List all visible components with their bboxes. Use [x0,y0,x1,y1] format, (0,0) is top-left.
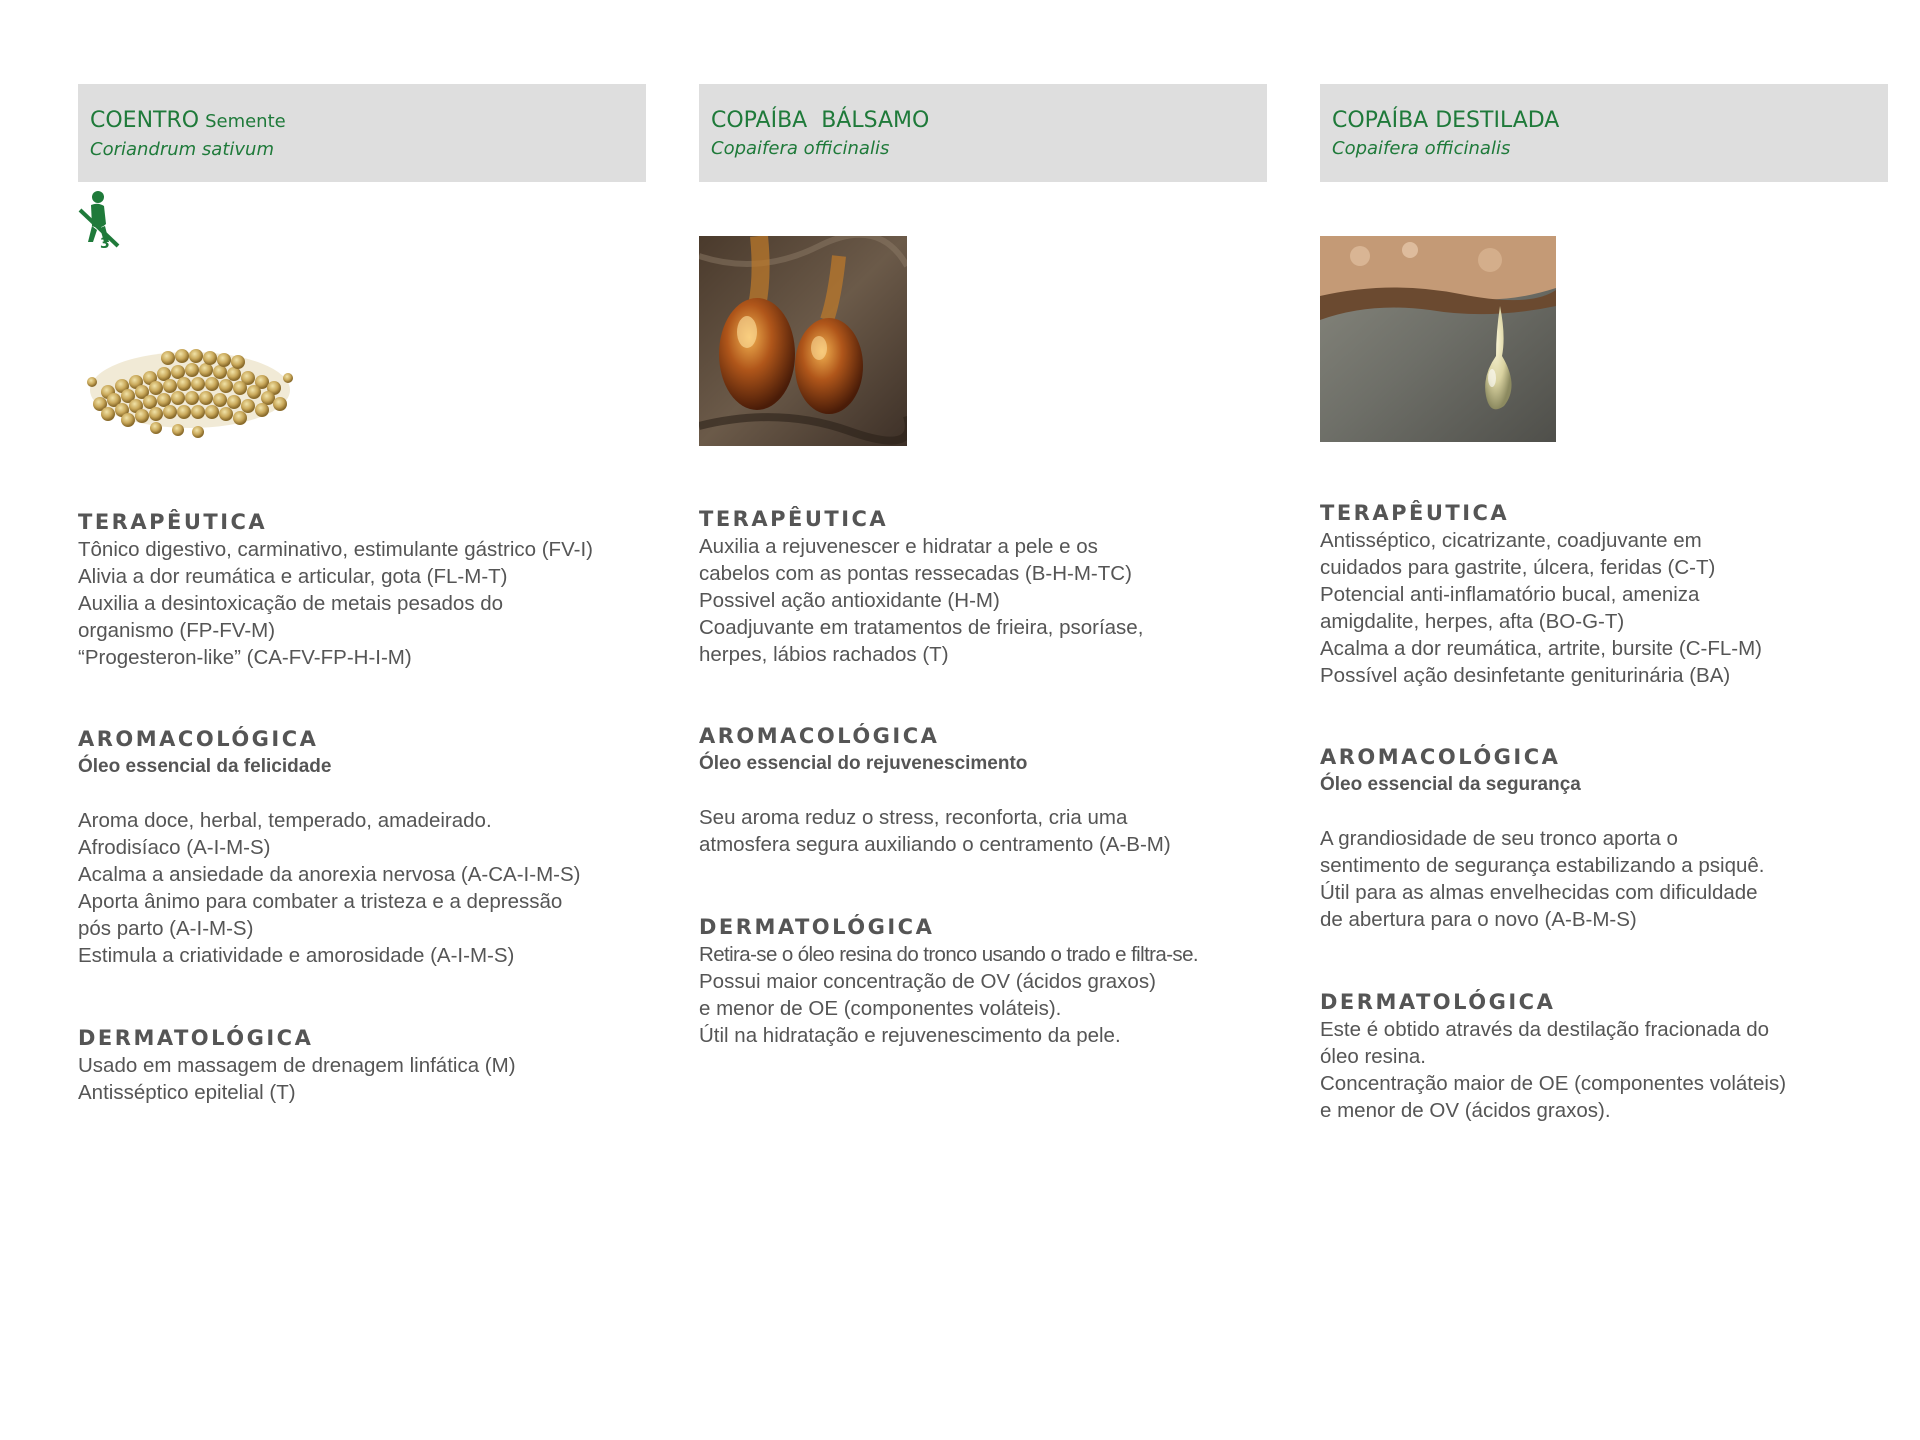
text-line: Usado em massagem de drenagem linfática (M) [78,1054,516,1077]
section-dermatologica [1320,988,1888,1124]
section-title: TERAPÊUTICA [78,510,268,534]
text-line: Alivia a dor reumática e articular, gota (FL-M-T) [78,565,508,588]
text-line: herpes, lábios rachados (T) [699,643,949,666]
text-line: amigdalite, herpes, afta (BO-G-T) [1320,610,1625,633]
text-line: cuidados para gastrite, úlcera, feridas (C-T) [1320,556,1716,579]
text-line: atmosfera segura auxiliando o centramento (A-B-M) [699,833,1171,856]
section-lines [1320,527,1888,689]
section-title: AROMACOLÓGICA [699,724,940,748]
resin-drops-image [699,236,907,446]
section-aromacologica [699,722,1267,858]
pregnancy-warning-icon [78,190,122,250]
section-lines [78,536,646,671]
section-aromacologica [1320,743,1888,933]
section-title: TERAPÊUTICA [699,507,889,531]
column-coentro [78,84,646,1104]
text-line: “Progesteron-like” (CA-FV-FP-H-I-M) [78,646,412,669]
plant-name: COENTRO Semente [90,108,286,133]
text-line: óleo resina. [1320,1045,1426,1068]
oil-drop-image [1320,236,1556,442]
plant-name: COPAÍBA BÁLSAMO [711,108,930,133]
latin-name: Copaifera officinalis [1332,138,1511,159]
plant-name: COPAÍBA DESTILADA [1332,108,1560,133]
section-title: DERMATOLÓGICA [1320,990,1556,1014]
text-line: Aporta ânimo para combater a tristeza e a depressão [78,890,563,913]
latin-name: Coriandrum sativum [90,139,274,160]
section-aromacologica [78,725,646,969]
column-copaiba-balsamo [699,84,1267,1047]
text-line: e menor de OE (componentes voláteis). [699,997,1062,1020]
section-terapeutica [78,508,646,671]
text-line: Possui maior concentração de OV (ácidos graxos) [699,970,1156,993]
text-line: pós parto (A-I-M-S) [78,917,254,940]
section-title: DERMATOLÓGICA [78,1026,314,1050]
text-line: Coadjuvante em tratamentos de frieira, psoríase, [699,616,1144,639]
section-subtitle: Óleo essencial da felicidade [78,756,332,777]
text-line: Potencial anti-inflamatório bucal, ameniza [1320,583,1700,606]
text-line: Afrodisíaco (A-I-M-S) [78,836,271,859]
text-line: Possivel ação antioxidante (H-M) [699,589,1000,612]
section-title: TERAPÊUTICA [1320,501,1510,525]
section-lines [699,941,1267,1049]
text-line: Aroma doce, herbal, temperado, amadeirado. [78,809,492,832]
text-line: Auxilia a rejuvenescer e hidratar a pele e os [699,535,1098,558]
section-subtitle: Óleo essencial do rejuvenescimento [699,753,1028,774]
section-subtitle: Óleo essencial da segurança [1320,774,1581,795]
text-line: sentimento de segurança estabilizando a psiquê. [1320,854,1765,877]
text-line: Este é obtido através da destilação fracionada do [1320,1018,1770,1041]
text-line: A grandiosidade de seu tronco aporta o [1320,827,1678,850]
text-line: Seu aroma reduz o stress, reconforta, cria uma [699,806,1128,829]
text-line: Antisséptico, cicatrizante, coadjuvante em [1320,529,1702,552]
header-copaiba-balsamo [699,84,1267,182]
column-copaiba-destilada [1320,84,1888,1122]
text-line: Possível ação desinfetante geniturinária (BA) [1320,664,1731,687]
latin-name: Copaifera officinalis [711,138,890,159]
text-line: de abertura para o novo (A-B-M-S) [1320,908,1637,931]
text-line: Estimula a criatividade e amorosidade (A-I-M-S) [78,944,515,967]
section-terapeutica [1320,499,1888,689]
text-line: cabelos com as pontas ressecadas (B-H-M-TC) [699,562,1132,585]
header-copaiba-destilada [1320,84,1888,182]
section-lines [78,807,646,969]
text-line: Acalma a dor reumática, artrite, bursite (C-FL-M) [1320,637,1763,660]
text-line: Retira-se o óleo resina do tronco usando o trado e filtra-se. [699,943,1198,966]
section-dermatologica [78,1024,646,1106]
plant-part: Semente [205,111,286,132]
section-lines [699,533,1267,668]
section-title: AROMACOLÓGICA [1320,745,1561,769]
text-line: organismo (FP-FV-M) [78,619,276,642]
header-coentro [78,84,646,182]
section-lines [78,1052,646,1106]
text-line: e menor de OV (ácidos graxos). [1320,1099,1611,1122]
section-terapeutica [699,505,1267,668]
section-lines [1320,1016,1888,1124]
text-line: Tônico digestivo, carminativo, estimulante gástrico (FV-I) [78,538,593,561]
section-lines [699,804,1267,858]
text-line: Útil na hidratação e rejuvenescimento da pele. [699,1024,1121,1047]
section-title: AROMACOLÓGICA [78,727,319,751]
text-line: Acalma a ansiedade da anorexia nervosa (A-CA-I-M-S) [78,863,581,886]
text-line: Concentração maior de OE (componentes voláteis) [1320,1072,1787,1095]
svg-text:3: 3 [100,236,110,250]
section-dermatologica [699,913,1267,1049]
text-line: Útil para as almas envelhecidas com dificuldade [1320,881,1758,904]
text-line: Antisséptico epitelial (T) [78,1081,296,1104]
coriander-seeds-image [78,312,300,442]
section-title: DERMATOLÓGICA [699,915,935,939]
text-line: Auxilia a desintoxicação de metais pesados do [78,592,504,615]
section-lines [1320,825,1888,933]
